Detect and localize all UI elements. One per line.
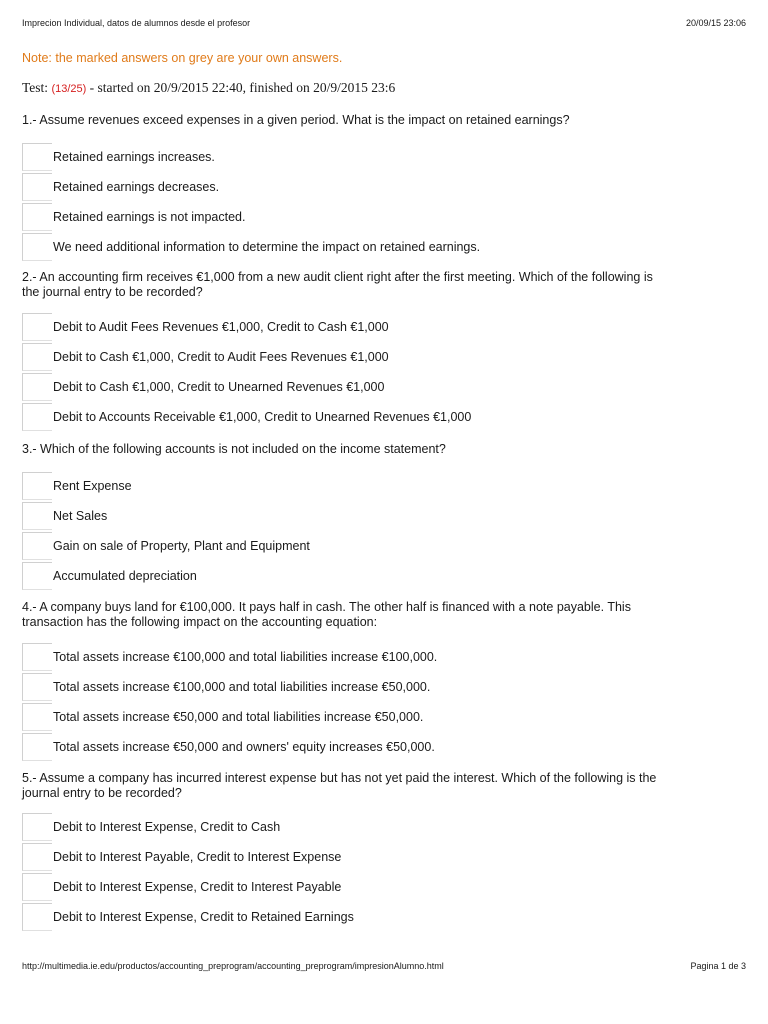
answer-checkbox[interactable] bbox=[22, 173, 52, 201]
answer-option[interactable] bbox=[22, 642, 722, 672]
answer-checkbox[interactable] bbox=[22, 643, 52, 671]
answer-checkbox[interactable] bbox=[22, 532, 52, 560]
question-2-options bbox=[22, 312, 722, 432]
test-info: - started on 20/9/2015 22:40, finished on 20/9/2015 23:6 bbox=[86, 80, 396, 95]
answer-label: Debit to Cash €1,000, Credit to Unearned Revenues €1,000 bbox=[53, 380, 385, 394]
test-label: Test: bbox=[22, 80, 49, 95]
answer-checkbox[interactable] bbox=[22, 233, 52, 261]
answer-option[interactable] bbox=[22, 872, 722, 902]
answer-checkbox[interactable] bbox=[22, 203, 52, 231]
answer-label: Debit to Interest Payable, Credit to Interest Expense bbox=[53, 850, 342, 864]
answer-option[interactable] bbox=[22, 672, 722, 702]
question-3: 3.- Which of the following accounts is not included on the income statement? bbox=[22, 442, 446, 456]
answer-label: Debit to Interest Expense, Credit to Cash bbox=[53, 820, 281, 834]
answer-option[interactable] bbox=[22, 202, 722, 232]
answer-label: Net Sales bbox=[53, 509, 108, 523]
question-5-options bbox=[22, 812, 722, 932]
question-4-options bbox=[22, 642, 722, 762]
answer-option[interactable] bbox=[22, 312, 722, 342]
answer-checkbox[interactable] bbox=[22, 562, 52, 590]
answer-checkbox[interactable] bbox=[22, 143, 52, 171]
answer-label: Accumulated depreciation bbox=[53, 569, 197, 583]
answer-label: Rent Expense bbox=[53, 479, 132, 493]
answer-label: Total assets increase €100,000 and total liabilities increase €100,000. bbox=[53, 650, 438, 664]
answer-label: Debit to Cash €1,000, Credit to Audit Fees Revenues €1,000 bbox=[53, 350, 389, 364]
answer-checkbox[interactable] bbox=[22, 673, 52, 701]
header-datetime: 20/09/15 23:06 bbox=[685, 18, 746, 28]
question-3-options bbox=[22, 471, 722, 591]
answer-option[interactable] bbox=[22, 402, 722, 432]
answer-option[interactable] bbox=[22, 531, 722, 561]
answer-checkbox[interactable] bbox=[22, 903, 52, 931]
answer-checkbox[interactable] bbox=[22, 813, 52, 841]
header-title: Imprecion Individual, datos de alumnos desde el profesor bbox=[22, 18, 251, 28]
answer-label: Total assets increase €50,000 and owners' equity increases €50,000. bbox=[53, 740, 435, 754]
answer-label: Debit to Interest Expense, Credit to Retained Earnings bbox=[53, 910, 354, 924]
answer-option[interactable] bbox=[22, 172, 722, 202]
question-4: 4.- A company buys land for €100,000. It pays half in cash. The other half is financed with a note payable. This transaction has the following impact on the accounting equation: bbox=[22, 600, 631, 629]
answer-checkbox[interactable] bbox=[22, 502, 52, 530]
answer-label: We need additional information to determine the impact on retained earnings. bbox=[53, 240, 481, 254]
question-5: 5.- Assume a company has incurred interest expense but has not yet paid the interest. Which of the following is the journal entry to be recorded? bbox=[22, 771, 657, 800]
answer-option[interactable] bbox=[22, 501, 722, 531]
page-header bbox=[22, 18, 746, 32]
answer-label: Debit to Interest Expense, Credit to Interest Payable bbox=[53, 880, 342, 894]
answer-checkbox[interactable] bbox=[22, 703, 52, 731]
answer-option[interactable] bbox=[22, 142, 722, 172]
answer-option[interactable] bbox=[22, 342, 722, 372]
answer-checkbox[interactable] bbox=[22, 873, 52, 901]
question-1: 1.- Assume revenues exceed expenses in a given period. What is the impact on retained earnings? bbox=[22, 113, 570, 127]
answer-label: Retained earnings increases. bbox=[53, 150, 215, 164]
answer-option[interactable] bbox=[22, 902, 722, 932]
answer-option[interactable] bbox=[22, 732, 722, 762]
answer-option[interactable] bbox=[22, 372, 722, 402]
answer-label: Debit to Audit Fees Revenues €1,000, Credit to Cash €1,000 bbox=[53, 320, 389, 334]
answer-checkbox[interactable] bbox=[22, 733, 52, 761]
answer-label: Total assets increase €50,000 and total liabilities increase €50,000. bbox=[53, 710, 424, 724]
answer-label: Gain on sale of Property, Plant and Equipment bbox=[53, 539, 310, 553]
answer-label: Retained earnings decreases. bbox=[53, 180, 220, 194]
answer-label: Debit to Accounts Receivable €1,000, Credit to Unearned Revenues €1,000 bbox=[53, 410, 472, 424]
note-text: Note: the marked answers on grey are your own answers. bbox=[22, 51, 343, 65]
footer-url[interactable]: http://multimedia.ie.edu/productos/accounting_preprogram/accounting_preprogram/impresionAlumno.html bbox=[22, 961, 444, 971]
answer-checkbox[interactable] bbox=[22, 313, 52, 341]
answer-checkbox[interactable] bbox=[22, 472, 52, 500]
answer-checkbox[interactable] bbox=[22, 843, 52, 871]
question-2: 2.- An accounting firm receives €1,000 from a new audit client right after the first meeting. Which of the following is the journal entry to be recorded? bbox=[22, 270, 653, 299]
answer-option[interactable] bbox=[22, 842, 722, 872]
answer-option[interactable] bbox=[22, 471, 722, 501]
answer-checkbox[interactable] bbox=[22, 343, 52, 371]
page-number: Pagina 1 de 3 bbox=[690, 961, 746, 971]
test-summary bbox=[22, 80, 395, 96]
answer-option[interactable] bbox=[22, 561, 722, 591]
answer-option[interactable] bbox=[22, 702, 722, 732]
answer-label: Total assets increase €100,000 and total liabilities increase €50,000. bbox=[53, 680, 431, 694]
question-1-options bbox=[22, 142, 722, 262]
answer-option[interactable] bbox=[22, 232, 722, 262]
answer-checkbox[interactable] bbox=[22, 403, 52, 431]
answer-label: Retained earnings is not impacted. bbox=[53, 210, 246, 224]
page-footer bbox=[22, 961, 746, 971]
answer-option[interactable] bbox=[22, 812, 722, 842]
test-score: (13/25) bbox=[51, 83, 87, 95]
answer-checkbox[interactable] bbox=[22, 373, 52, 401]
